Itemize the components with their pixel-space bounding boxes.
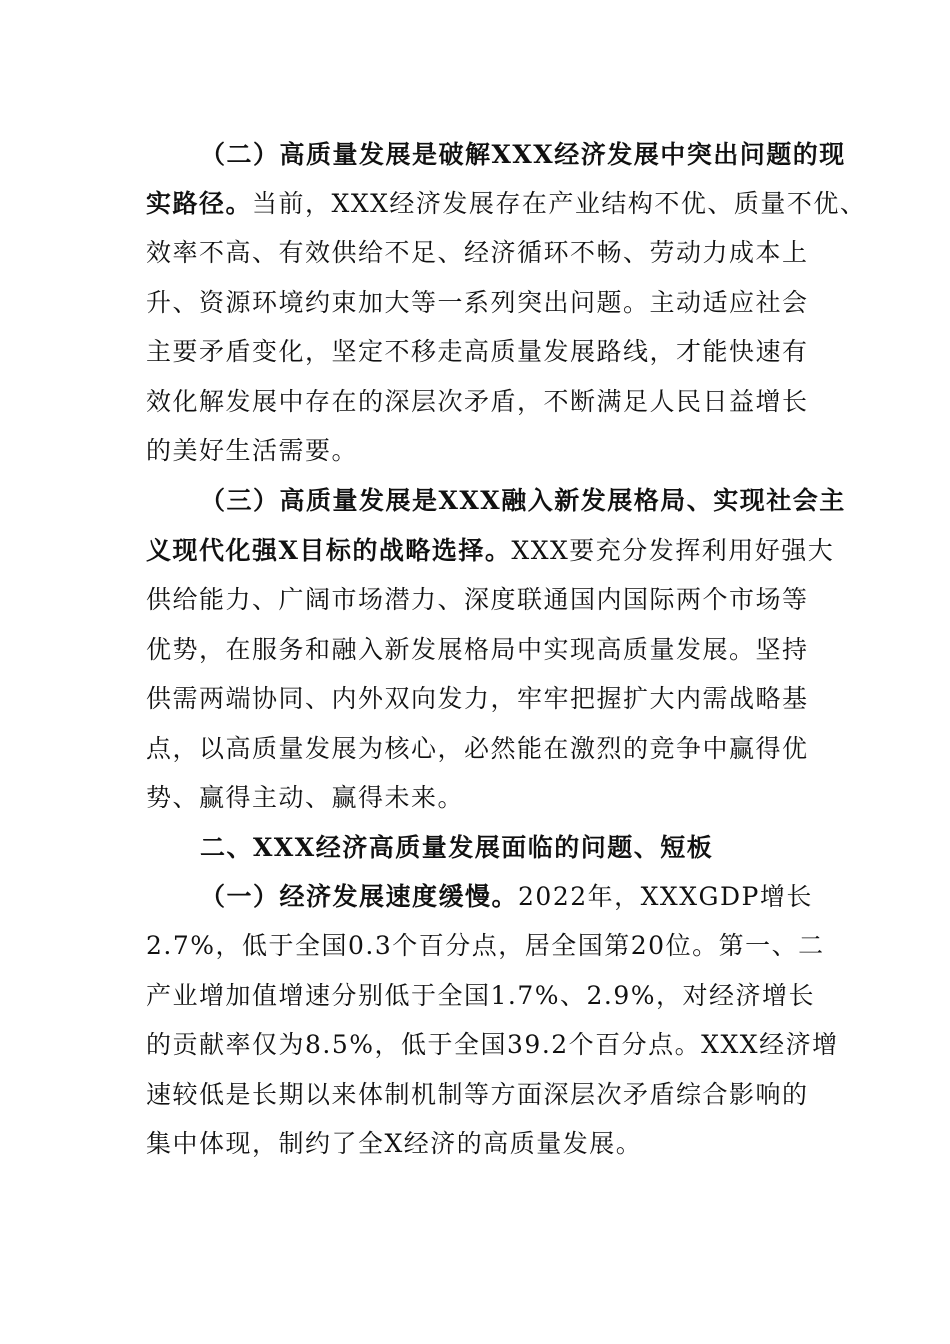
paragraph-3-line-2 — [146, 526, 834, 575]
bold-lead: （二）高质量发展是破解XXX经济发展中突出问题的现 — [200, 140, 846, 169]
paragraph-2-line-1 — [200, 130, 846, 179]
body-text: 的美好生活需要。 — [146, 436, 359, 465]
paragraph-1-line-1 — [200, 872, 813, 921]
body-text: 集中体现，制约了全X经济的高质量发展。 — [146, 1129, 643, 1158]
body-text: 速较低是长期以来体制机制等方面深层次矛盾综合影响的 — [146, 1080, 809, 1109]
body-text: 当前，XXX经济发展存在产业结构不优、质量不优、 — [252, 189, 867, 218]
paragraph-3-line-6 — [146, 724, 809, 773]
body-text: 效化解发展中存在的深层次矛盾，不断满足人民日益增长 — [146, 387, 809, 416]
body-text: 产业增加值增速分别低于全国1.7%、2.9%，对经济增长 — [146, 981, 816, 1010]
paragraph-2-line-3 — [146, 228, 809, 277]
paragraph-1-line-4 — [146, 1020, 839, 1069]
body-text: 势、赢得主动、赢得未来。 — [146, 783, 465, 812]
paragraph-2-line-5 — [146, 327, 809, 376]
paragraph-2-line-2 — [146, 179, 866, 228]
body-text: 优势，在服务和融入新发展格局中实现高质量发展。坚持 — [146, 635, 809, 664]
paragraph-2-line-7 — [146, 426, 358, 475]
bold-lead: 义现代化强X目标的战略选择。 — [146, 536, 512, 565]
paragraph-3-line-4 — [146, 625, 809, 674]
paragraph-3-line-1 — [200, 476, 846, 525]
body-text: 供给能力、广阔市场潜力、深度联通国内国际两个市场等 — [146, 585, 809, 614]
paragraph-1-line-2 — [146, 921, 825, 970]
bold-lead: （一）经济发展速度缓慢。 — [200, 882, 519, 911]
section-heading — [200, 823, 713, 872]
heading-text: 二、XXX经济高质量发展面临的问题、短板 — [200, 833, 714, 862]
body-text: 效率不高、有效供给不足、经济循环不畅、劳动力成本上 — [146, 238, 809, 267]
paragraph-1-line-5 — [146, 1070, 809, 1119]
body-text: 2022年，XXXGDP增长 — [518, 882, 813, 911]
body-text: 的贡献率仅为8.5%，低于全国39.2个百分点。XXX经济增 — [146, 1030, 839, 1059]
bold-lead: （三）高质量发展是XXX融入新发展格局、实现社会主 — [200, 486, 846, 515]
paragraph-1-line-3 — [146, 971, 815, 1020]
paragraph-3-line-7 — [146, 773, 464, 822]
paragraph-2-line-6 — [146, 377, 809, 426]
paragraph-1-line-6 — [146, 1119, 642, 1168]
body-text: 点，以高质量发展为核心，必然能在激烈的竞争中赢得优 — [146, 734, 809, 763]
paragraph-3-line-5 — [146, 674, 809, 723]
bold-lead: 实路径。 — [146, 189, 253, 218]
body-text: 升、资源环境约束加大等一系列突出问题。主动适应社会 — [146, 288, 809, 317]
paragraph-2-line-4 — [146, 278, 809, 327]
body-text: 主要矛盾变化，坚定不移走高质量发展路线，才能快速有 — [146, 337, 809, 366]
body-text: XXX要充分发挥利用好强大 — [511, 536, 835, 565]
body-text: 供需两端协同、内外双向发力，牢牢把握扩大内需战略基 — [146, 684, 809, 713]
paragraph-3-line-3 — [146, 575, 809, 624]
body-text: 2.7%，低于全国0.3个百分点，居全国第20位。第一、二 — [146, 931, 825, 960]
